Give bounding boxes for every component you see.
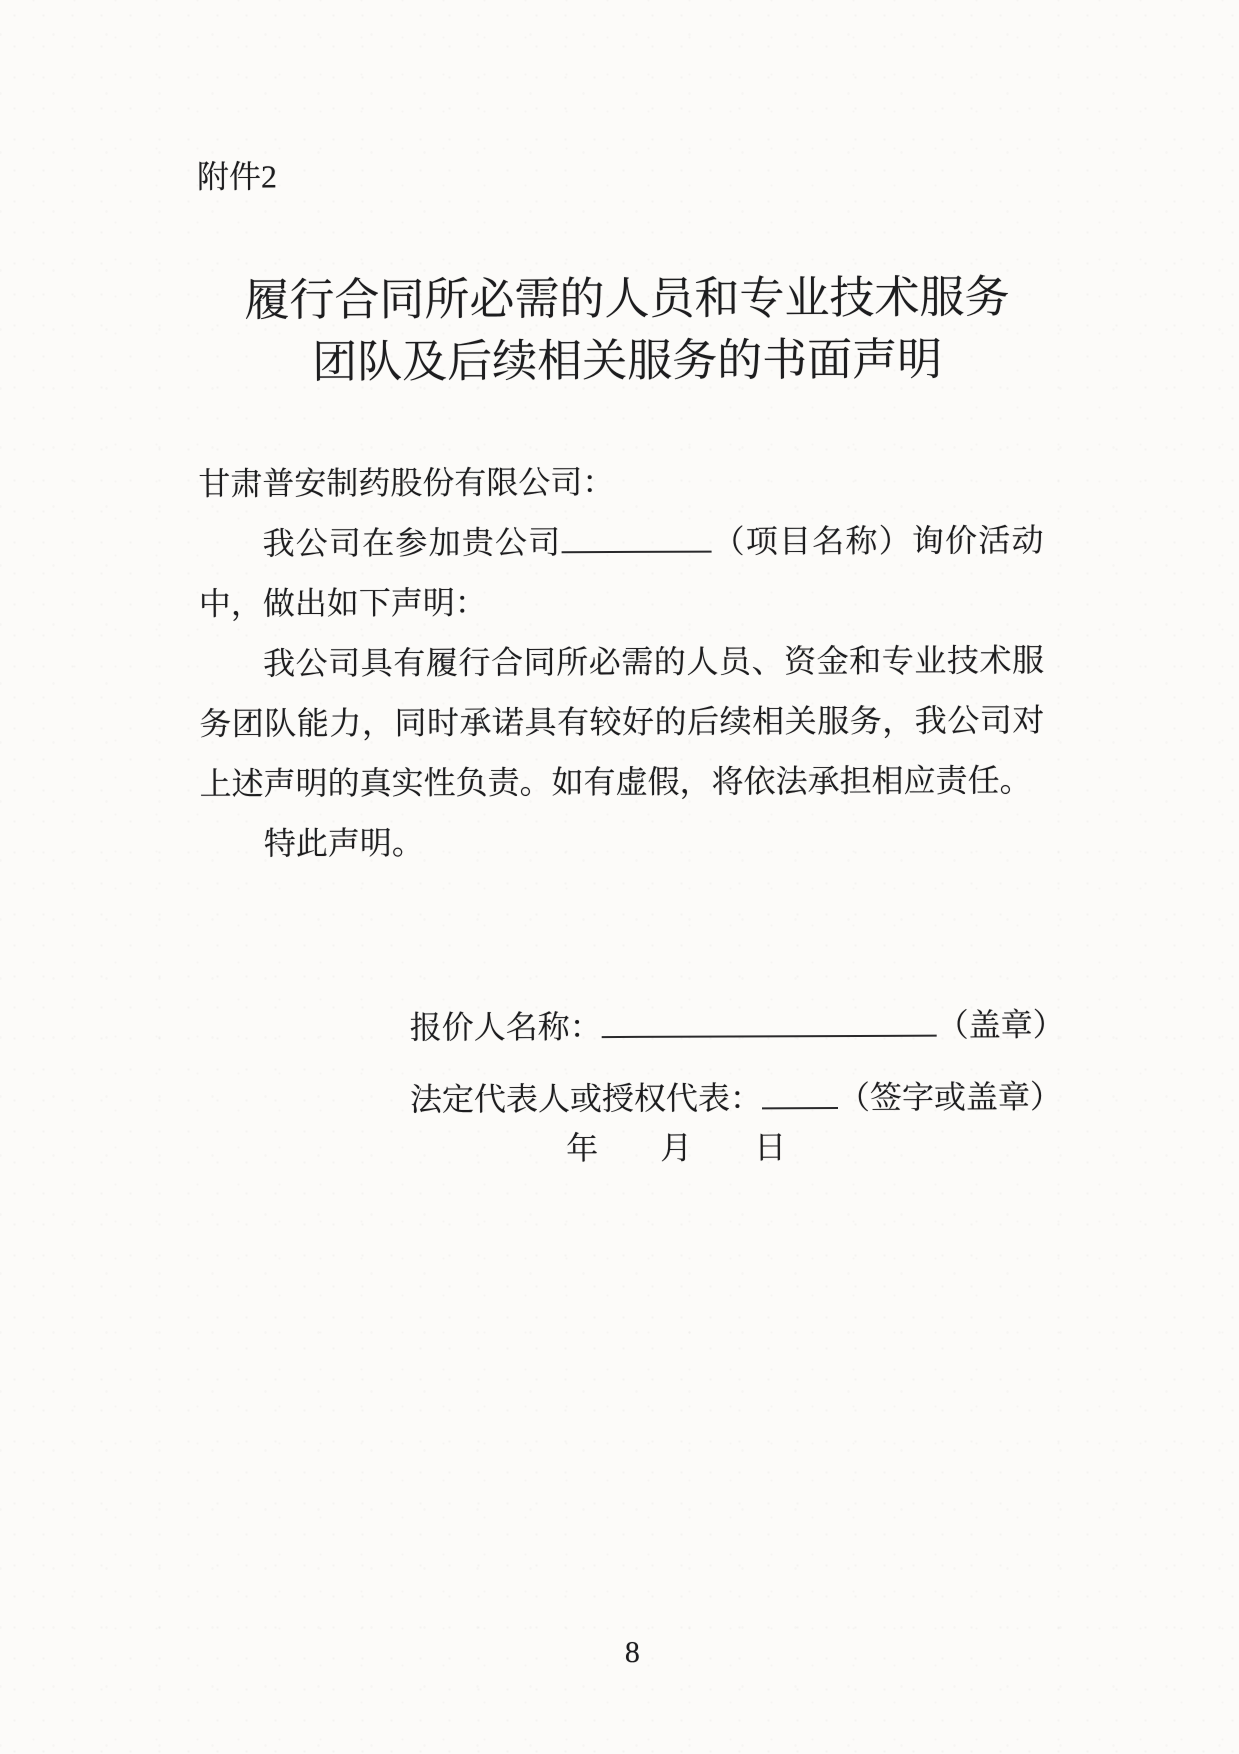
representative-blank <box>762 1073 838 1109</box>
representative-seal-note: （签字或盖章） <box>837 1078 1063 1116</box>
participation-text-after-blank: （项目名称）询价活动中，做出如下声明： <box>198 522 1044 622</box>
representative-label: 法定代表人或授权代表： <box>409 1079 763 1118</box>
document-body <box>198 450 1045 874</box>
paragraph-closing: 特此声明。 <box>263 824 424 862</box>
date-day-label: 日 <box>754 1129 787 1166</box>
quoter-name-row <box>410 1000 1065 1049</box>
attachment-label: 附件2 <box>196 158 278 195</box>
representative-row <box>410 1072 1065 1121</box>
document-title-line1: 履行合同所必需的人员和专业技术服务 <box>244 272 1010 326</box>
document-title <box>7 265 1239 394</box>
document-title-line2: 团队及后续相关服务的书面声明 <box>312 334 943 388</box>
date-year-label: 年 <box>566 1130 599 1167</box>
paragraph-participation <box>198 510 1044 634</box>
salutation: 甘肃普安制药股份有限公司： <box>198 464 615 502</box>
quoter-name-label: 报价人名称： <box>409 1008 602 1046</box>
quoter-seal-note: （盖章） <box>936 1006 1065 1044</box>
quoter-name-blank <box>602 1001 937 1038</box>
participation-text-before-blank: 我公司在参加贵公司 <box>262 524 562 562</box>
project-name-blank <box>561 517 711 553</box>
page-number: 8 <box>624 1635 640 1669</box>
signature-block <box>410 1000 1066 1172</box>
paragraph-declaration: 我公司具有履行合同所必需的人员、资金和专业技术服务团队能力，同时承诺具有较好的后续相关服务，我公司对上述声明的真实性负责。如有虚假，将依法承担相应责任。 <box>199 642 1045 802</box>
date-row <box>410 1123 1065 1172</box>
date-month-label: 月 <box>660 1129 693 1166</box>
